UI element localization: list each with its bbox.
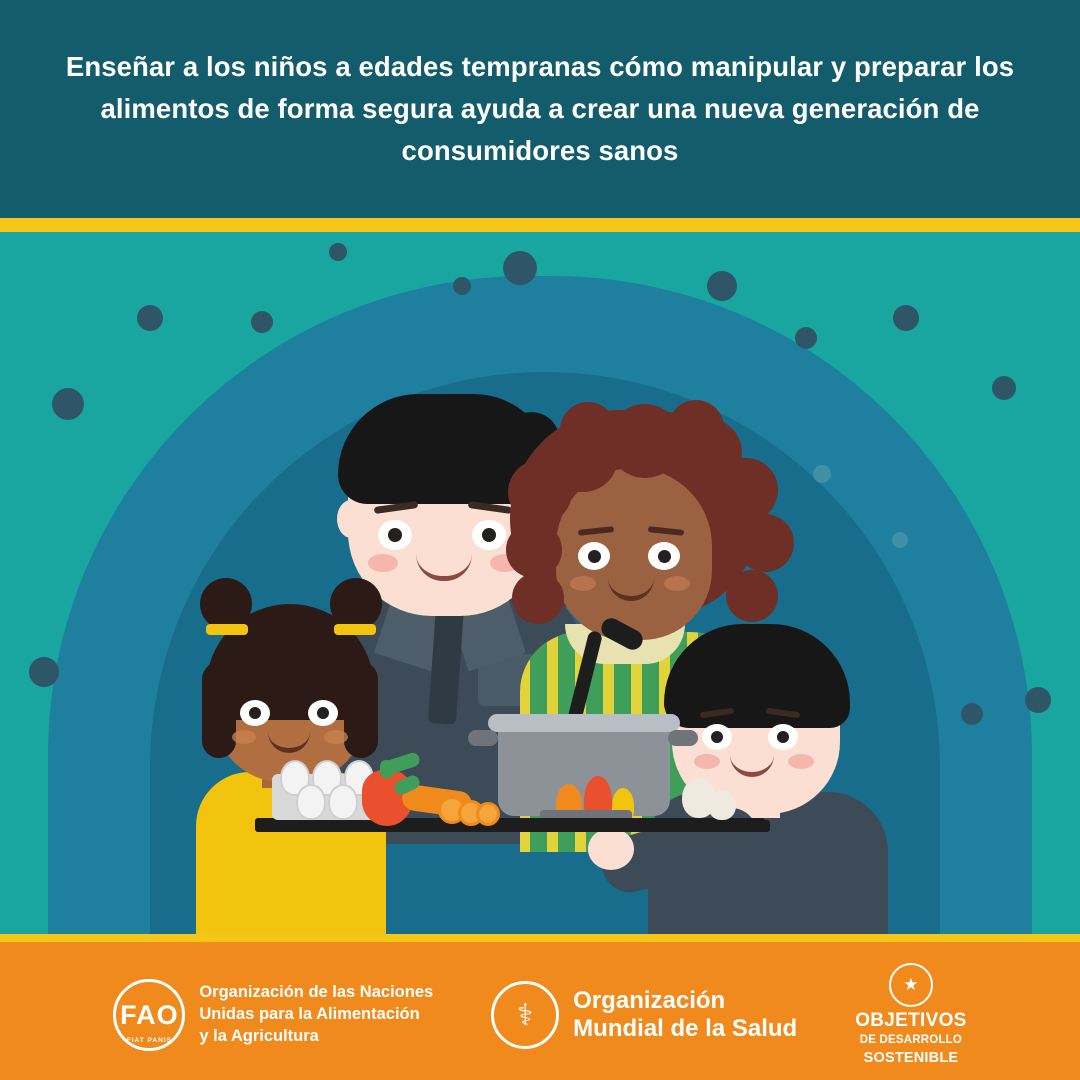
family-group [0, 232, 1080, 934]
hair-curl [714, 458, 778, 522]
who-name [573, 987, 797, 1042]
fao-name [199, 982, 433, 1048]
fao-name-line2: Unidas para la Alimentación [199, 1005, 420, 1024]
who-emblem-icon: ⚕ [491, 981, 559, 1049]
fao-mark-letters: FAO [120, 999, 179, 1030]
hair-curl [668, 400, 724, 456]
hair-curl [560, 402, 616, 458]
footer-divider [0, 934, 1080, 942]
logo-row [0, 950, 1080, 1080]
who-name-line1: Organización [573, 987, 726, 1015]
counter-surface-right [520, 820, 770, 832]
who-name-line2: Mundial de la Salud [573, 1015, 798, 1042]
fao-name-line1: Organización de las Naciones [199, 983, 434, 1002]
header-message: Enseñar a los niños a edades tempranas cómo manipular y preparar los alimentos de forma segura ayuda a crear una nueva generación de consumidores sanos [65, 51, 1015, 166]
hair-curl [506, 522, 562, 578]
sdg-logo [855, 963, 966, 1068]
fao-emblem-icon [113, 979, 185, 1051]
illustration-stage [0, 232, 1080, 934]
hair-curl [512, 572, 564, 624]
fao-name-line3: y la Agricultura [199, 1026, 319, 1045]
who-logo [491, 981, 797, 1049]
sdg-line1: OBJETIVOS [855, 1009, 967, 1031]
header-divider [0, 218, 1080, 232]
hair-curl [736, 514, 794, 572]
un-emblem-icon: ★ [889, 963, 933, 1007]
sdg-line2: DE DESARROLLO [859, 1033, 963, 1046]
sdg-line3: SOSTENIBLE [863, 1050, 959, 1067]
hair-curl [726, 570, 778, 622]
fao-logo [113, 979, 433, 1051]
fao-mark-motto: FIAT PANIS [126, 1037, 172, 1044]
header-banner [0, 0, 1080, 218]
